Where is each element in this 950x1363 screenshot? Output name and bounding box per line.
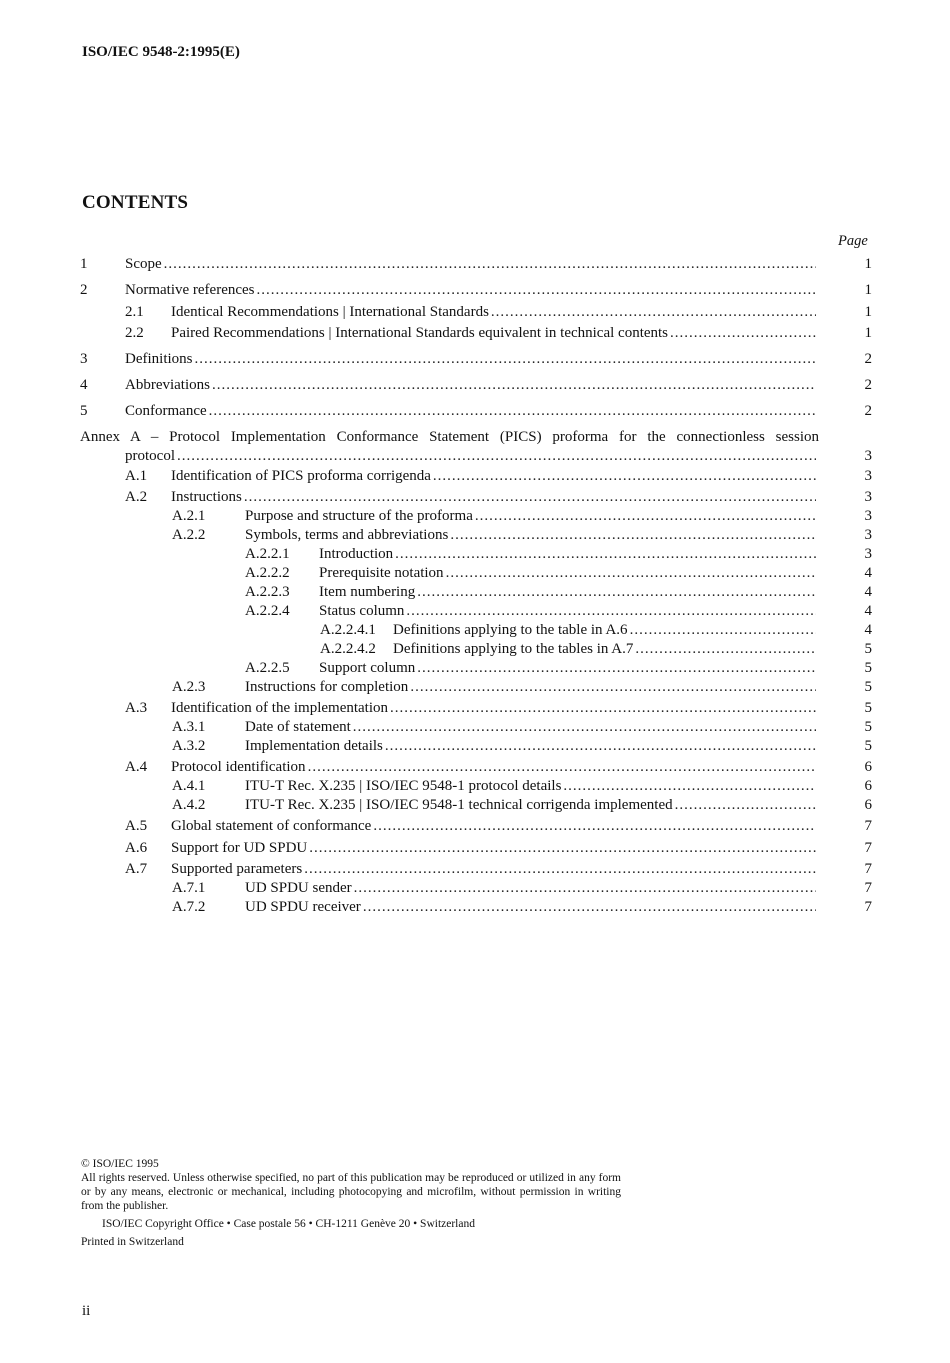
toc-page-number: 2 [864,377,872,393]
toc-entry[interactable] [80,304,872,324]
toc-page-number: 5 [864,641,872,657]
toc-entry-title: Conformance [125,403,207,419]
toc-page-number: 3 [864,489,872,505]
dot-leader [257,282,816,299]
toc-page-number: 2 [864,403,872,419]
toc-page-number: 5 [864,738,872,754]
dot-leader [410,679,816,696]
toc-section-number: A.4.2 [172,797,206,813]
toc-entry[interactable] [80,797,872,817]
toc-entry-title: Definitions applying to the table in A.6 [393,622,628,638]
toc-section-number: 3 [80,351,88,367]
toc-entry[interactable] [80,700,872,720]
contents-title: CONTENTS [82,192,189,213]
toc-entry-title: Instructions for completion [245,679,409,695]
rights-statement: All rights reserved. Unless otherwise specified, no part of this publication may be reproduced or utilized in any form or by any means, electronic or mechanical, including photocopying and microfilm, without permission in writing from the publisher. [81,1172,621,1212]
toc-entry-title: UD SPDU sender [245,880,352,896]
toc-entry[interactable] [80,508,872,528]
toc-entry-title: Protocol identification [171,759,306,775]
toc-section-number: A.6 [125,840,148,856]
toc-entry-title: Implementation details [245,738,383,754]
dot-leader [406,603,816,620]
toc-entry-title: Symbols, terms and abbreviations [245,527,449,543]
toc-section-number: A.7 [125,861,148,877]
toc-entry-title: Identification of PICS proforma corrigenda [171,468,431,484]
toc-section-number: 2 [80,282,88,298]
document-header: ISO/IEC 9548-2:1995(E) [82,44,240,60]
toc-entry[interactable] [80,468,872,488]
dot-leader [563,778,816,795]
toc-entry-title: Support for UD SPDU [171,840,308,856]
toc-page-number: 1 [864,325,872,341]
toc-section-number: A.4 [125,759,148,775]
toc-entry[interactable] [80,880,872,900]
dot-leader [212,377,816,394]
toc-section-number: A.2.2 [172,527,206,543]
copyright-office-address: ISO/IEC Copyright Office • Case postale 56 • CH-1211 Genève 20 • Switzerland [102,1218,475,1230]
toc-section-number: 1 [80,256,88,272]
toc-page-number: 6 [864,778,872,794]
copyright-footer [81,1157,621,1249]
toc-section-number: A.4.1 [172,778,206,794]
toc-entry-title: protocol [125,448,175,464]
toc-page-number: 7 [864,880,872,896]
toc-section-number: 2.2 [125,325,144,341]
toc-section-number: A.7.2 [172,899,206,915]
toc-page-number: 7 [864,840,872,856]
toc-entry[interactable] [80,818,872,838]
toc-page-number: 5 [864,700,872,716]
toc-entry-title: Identical Recommendations | International Standards [171,304,489,320]
toc-entry[interactable] [80,660,872,680]
toc-entry[interactable] [80,256,872,276]
toc-section-number: A.2.2.4.1 [320,622,376,638]
toc-page-number: 3 [864,546,872,562]
toc-page-number: 5 [864,679,872,695]
toc-entry[interactable] [80,282,872,302]
toc-annex-title[interactable]: Annex A – Protocol Implementation Conformance Statement (PICS) proforma for the connectionless session [80,429,819,445]
toc-page-number: 7 [864,861,872,877]
dot-leader [164,256,816,273]
toc-page-number: 1 [864,282,872,298]
toc-entry-title: Purpose and structure of the proforma [245,508,473,524]
copyright-line: © ISO/IEC 1995 [81,1158,159,1170]
toc-entry-title: Support column [319,660,416,676]
dot-leader [630,622,816,639]
dot-leader [446,565,816,582]
toc-entry[interactable] [80,899,872,919]
dot-leader [385,738,816,755]
toc-section-number: A.5 [125,818,148,834]
toc-page-number: 1 [864,256,872,272]
toc-page-number: 3 [864,448,872,464]
printed-in: Printed in Switzerland [81,1236,184,1248]
dot-leader [491,304,816,321]
toc-section-number: A.7.1 [172,880,206,896]
toc-entry[interactable] [80,351,872,371]
toc-section-number: A.3.2 [172,738,206,754]
dot-leader [353,719,816,736]
toc-entry-title: Definitions [125,351,193,367]
toc-page-number: 4 [864,584,872,600]
toc-section-number: 4 [80,377,88,393]
toc-entry[interactable] [80,719,872,739]
toc-page-number: 1 [864,304,872,320]
toc-section-number: A.2.1 [172,508,206,524]
dot-leader [417,660,816,677]
page-column-label: Page [838,233,868,249]
toc-entry-title: Paired Recommendations | International Standards equivalent in technical contents [171,325,669,341]
dot-leader [450,527,816,544]
toc-entry[interactable] [80,622,872,642]
toc-page-number: 3 [864,468,872,484]
dot-leader [309,840,816,857]
toc-section-number: A.2.2.2 [245,565,290,581]
toc-entry[interactable] [80,546,872,566]
dot-leader [195,351,817,368]
toc-page-number: 6 [864,759,872,775]
dot-leader [354,880,816,897]
dot-leader [675,797,816,814]
dot-leader [417,584,816,601]
toc-entry-title: Item numbering [319,584,416,600]
toc-entry-title: Scope [125,256,162,272]
toc-entry[interactable] [80,377,872,397]
toc-entry-title: ITU-T Rec. X.235 | ISO/IEC 9548-1 technical corrigenda implemented [245,797,673,813]
dot-leader [433,468,816,485]
toc-section-number: A.2.3 [172,679,206,695]
toc-entry-title: Abbreviations [125,377,210,393]
toc-entry-title: Status column [319,603,405,619]
toc-entry-title: Global statement of conformance [171,818,372,834]
toc-entry[interactable] [80,840,872,860]
toc-entry[interactable] [80,489,872,509]
toc-page-number: 3 [864,508,872,524]
toc-section-number: A.2.2.5 [245,660,290,676]
toc-section-number: 2.1 [125,304,144,320]
toc-section-number: A.2.2.3 [245,584,290,600]
toc-page-number: 7 [864,818,872,834]
toc-section-number: A.3.1 [172,719,206,735]
dot-leader [304,861,816,878]
toc-section-number: 5 [80,403,88,419]
dot-leader [475,508,816,525]
toc-page-number: 2 [864,351,872,367]
page-number: ii [82,1303,91,1319]
dot-leader [635,641,816,658]
toc-entry[interactable] [80,448,872,468]
toc-section-number: A.2.2.4 [245,603,290,619]
toc-entry[interactable] [80,679,872,699]
toc-page-number: 3 [864,527,872,543]
toc-section-number: A.2.2.4.2 [320,641,376,657]
dot-leader [670,325,816,342]
dot-leader [363,899,816,916]
dot-leader [177,448,816,465]
toc-entry-title: UD SPDU receiver [245,899,361,915]
toc-section-number: A.2 [125,489,148,505]
toc-entry-title: Prerequisite notation [319,565,444,581]
toc-entry[interactable] [80,527,872,547]
toc-section-number: A.2.2.1 [245,546,290,562]
toc-section-number: A.1 [125,468,148,484]
toc-entry[interactable] [80,861,872,881]
dot-leader [373,818,816,835]
dot-leader [308,759,816,776]
toc-entry[interactable] [80,584,872,604]
dot-leader [390,700,816,717]
toc-page-number: 5 [864,719,872,735]
toc-entry-title: Instructions [171,489,242,505]
toc-entry[interactable] [80,603,872,623]
toc-entry-title: Date of statement [245,719,351,735]
dot-leader [244,489,816,506]
toc-entry[interactable] [80,403,872,423]
toc-entry-title: ITU-T Rec. X.235 | ISO/IEC 9548-1 protocol details [245,778,562,794]
toc-page-number: 4 [864,603,872,619]
toc-entry[interactable] [80,641,872,661]
toc-entry[interactable] [80,759,872,779]
toc-entry[interactable] [80,778,872,798]
toc-page-number: 7 [864,899,872,915]
dot-leader [209,403,816,420]
dot-leader [395,546,816,563]
toc-section-number: A.3 [125,700,148,716]
toc-entry[interactable] [80,325,872,345]
toc-entry[interactable] [80,738,872,758]
toc-page-number: 6 [864,797,872,813]
toc-entry[interactable] [80,565,872,585]
toc-entry-title: Normative references [125,282,255,298]
toc-page-number: 4 [864,622,872,638]
toc-page-number: 4 [864,565,872,581]
toc-entry-title: Introduction [319,546,394,562]
toc-entry-title: Identification of the implementation [171,700,389,716]
toc-page-number: 5 [864,660,872,676]
toc-entry-title: Supported parameters [171,861,303,877]
toc-entry-title: Definitions applying to the tables in A.7 [393,641,634,657]
